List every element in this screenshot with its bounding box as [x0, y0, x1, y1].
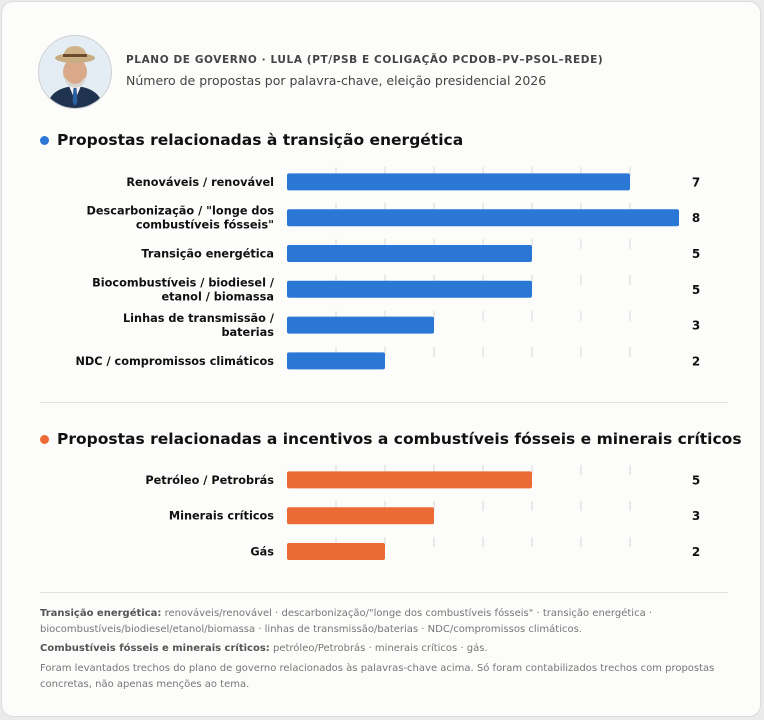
- value-label: 5: [691, 282, 701, 297]
- category-label-line: Renováveis / renovável: [126, 175, 274, 189]
- candidate-avatar: [38, 35, 112, 109]
- footer-divider: [40, 592, 728, 593]
- bar: [287, 209, 679, 226]
- bar: [287, 245, 532, 262]
- footer-energy-text: renováveis/renovável · descarbonização/"longe dos combustíveis fósseis" · transição energética · biocombustíveis/biodiesel/etanol/biomassa · linhas de transmissão/baterias · NDC/compromissos climáticos.: [40, 608, 653, 635]
- category-label: [123, 312, 275, 339]
- section-title-fossil: [40, 430, 742, 448]
- footer-energy-legend: [40, 606, 730, 638]
- category-label: [250, 546, 274, 559]
- header-subtitle: Número de propostas por palavra-chave, eleição presidencial 2026: [126, 73, 547, 88]
- section-title-energy-text: Propostas relacionadas à transição energética: [57, 131, 464, 149]
- category-label: [126, 176, 274, 189]
- category-label-line: Linhas de transmissão /: [122, 312, 274, 326]
- value-label: 3: [691, 509, 701, 524]
- footer-fossil-legend: [40, 641, 730, 657]
- value-label: 3: [691, 318, 701, 333]
- value-label: 5: [691, 247, 701, 261]
- value-label: 2: [691, 354, 701, 369]
- category-label: [92, 276, 275, 303]
- bar: [287, 317, 434, 334]
- grid-lines: [336, 162, 630, 377]
- footer-note: Foram levantados trechos do plano de governo relacionados às palavras-chave acima. Só foram contabilizados trechos com propostas concretas, não apenas menções ao tema.: [40, 663, 715, 690]
- energy-bar-chart: [2, 162, 764, 382]
- header-title: PLANO DE GOVERNO · LULA (PT/PSB E COLIGAÇÃO PCDOB–PV–PSOL–REDE): [126, 54, 604, 66]
- category-label: [145, 474, 274, 487]
- footer-fossil-label: Combustíveis fósseis e minerais críticos:: [40, 643, 270, 654]
- bar: [287, 543, 385, 560]
- section-title-energy: [40, 131, 463, 149]
- orange-dot-icon: [40, 435, 49, 444]
- category-label-line: NDC / compromissos climáticos: [75, 354, 274, 368]
- category-label-line: Minerais críticos: [168, 509, 274, 523]
- footer-energy-label: Transição energética:: [40, 608, 162, 619]
- category-label-line: baterias: [221, 326, 274, 340]
- bar: [287, 507, 434, 524]
- person-portrait-icon: [39, 36, 111, 108]
- value-label: 2: [691, 545, 701, 559]
- bar: [287, 173, 630, 190]
- blue-dot-icon: [40, 136, 49, 145]
- category-label: [75, 355, 274, 368]
- bar: [287, 281, 532, 298]
- value-label: 7: [691, 175, 701, 190]
- category-label-line: Transição energética: [141, 247, 274, 261]
- category-label-line: Descarbonização / "longe dos: [86, 204, 274, 218]
- value-label: 8: [691, 211, 701, 226]
- bar: [287, 352, 385, 369]
- category-label-line: Gás: [250, 545, 274, 559]
- section-title-fossil-text: Propostas relacionadas a incentivos a combustíveis fósseis e minerais críticos: [57, 430, 742, 448]
- category-label: [86, 205, 274, 232]
- footer-fossil-text: petróleo/Petrobrás · minerais críticos · gás.: [272, 643, 488, 654]
- category-label-line: Biocombustíveis / biodiesel /: [92, 276, 274, 290]
- category-label-line: combustíveis fósseis": [135, 218, 274, 232]
- value-label: 5: [691, 473, 701, 488]
- category-label: [141, 248, 274, 261]
- fossil-bar-chart: [2, 460, 764, 570]
- section-divider: [40, 402, 728, 403]
- bar: [287, 471, 532, 488]
- category-label-line: Petróleo / Petrobrás: [145, 473, 274, 487]
- category-label-line: etanol / biomassa: [161, 290, 274, 304]
- category-label: [169, 510, 274, 523]
- card: [1, 1, 761, 717]
